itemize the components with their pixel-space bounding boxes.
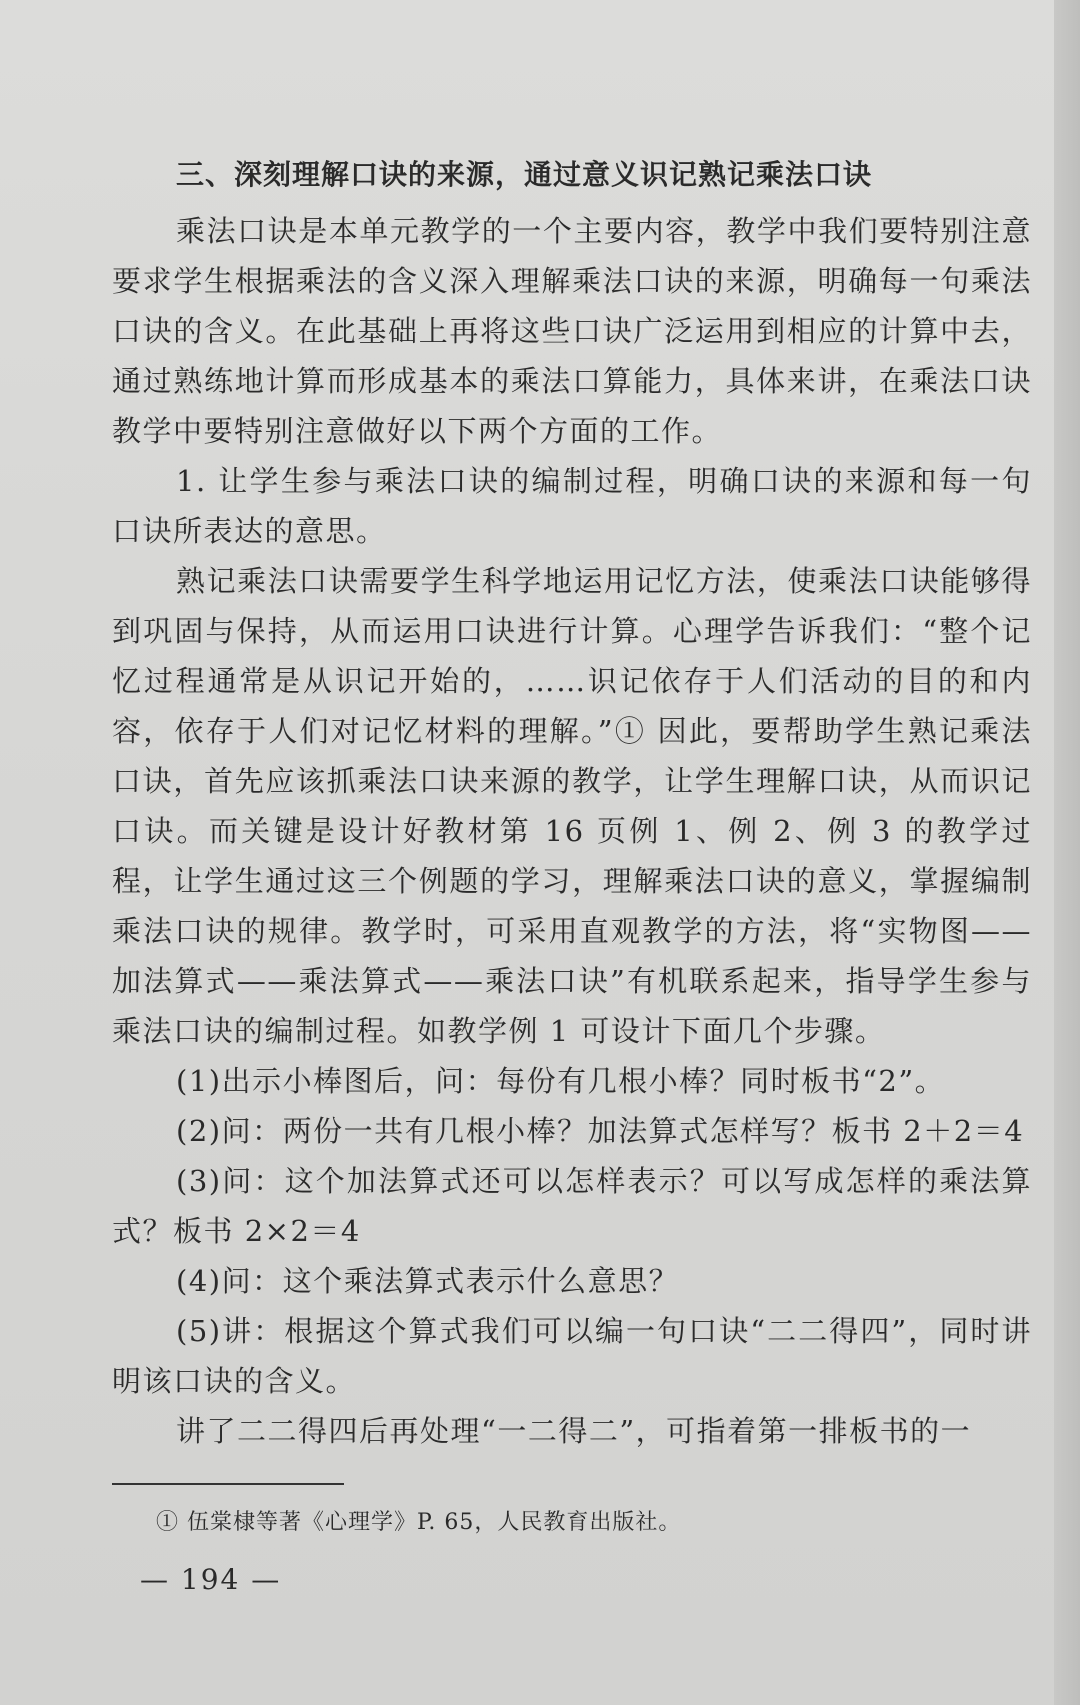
step-item: (3)问：这个加法算式还可以怎样表示？可以写成怎样的乘法算式？板书 2×2＝4 [112,1164,1032,1248]
paragraph: 乘法口诀是本单元教学的一个主要内容，教学中我们要特别注意要求学生根据乘法的含义深入理解乘法口诀的来源，明确每一句乘法口诀的含义。在此基础上再将这些口诀广泛运用到相应的计算中去，通过熟练地计算而形成基本的乘法口算能力，具体来讲，在乘法口诀教学中要特别注意做好以下两个方面的工作。 [112,214,1032,448]
paragraph: 1. 让学生参与乘法口诀的编制过程，明确口诀的来源和每一句口诀所表达的意思。 [112,464,1032,548]
paragraph: 熟记乘法口诀需要学生科学地运用记忆方法，使乘法口诀能够得到巩固与保持，从而运用口诀进行计算。心理学告诉我们：“整个记忆过程通常是从识记开始的，……识记依存于人们活动的目的和内容，依存于人们对记忆材料的理解。”① 因此，要帮助学生熟记乘法口诀，首先应该抓乘法口诀来源的教学，让学生理解口诀，从而识记口诀。而关键是设计好教材第 16 页例 1、例 2、例 3 的教学过程，让学生通过这三个例题的学习，理解乘法口诀的意义，掌握编制乘法口诀的规律。教学时，可采用直观教学的方法，将“实物图——加法算式——乘法算式——乘法口诀”有机联系起来，指导学生参与乘法口诀的编制过程。如教学例 1 可设计下面几个步骤。 [112,564,1032,1048]
footnote: ① 伍棠棣等著《心理学》P. 65，人民教育出版社。 [156,1510,682,1535]
page-edge-shadow [1054,0,1080,1705]
paragraph: 讲了二二得四后再处理“一二得二”，可指着第一排板书的一 [176,1414,972,1448]
section-heading: 三、深刻理解口诀的来源，通过意义识记熟记乘法口诀 [176,158,873,191]
step-item: (4)问：这个乘法算式表示什么意思？ [176,1264,680,1298]
step-item: (1)出示小棒图后，问：每份有几根小棒？同时板书“2”。 [176,1064,946,1098]
body-text [112,150,1032,1456]
step-item: (5)讲：根据这个算式我们可以编一句口诀“二二得四”，同时讲明该口诀的含义。 [112,1314,1032,1398]
page-number: — 194 — [140,1563,282,1596]
step-item: (2)问：两份一共有几根小棒？加法算式怎样写？板书 2＋2＝4 [176,1114,1025,1148]
footnote-divider [112,1483,344,1485]
